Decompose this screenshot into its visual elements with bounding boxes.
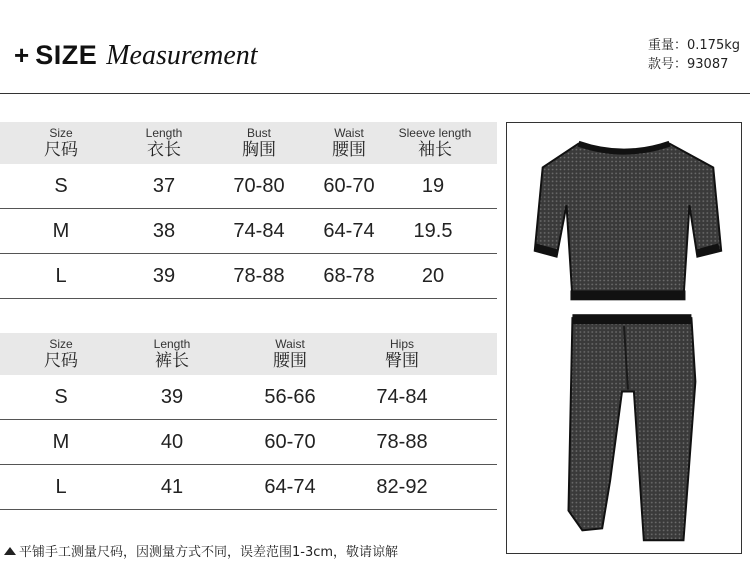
- header-cell-length: Length 裤长: [153, 336, 191, 371]
- size-cell: M: [52, 430, 70, 453]
- header-cell-bust: Bust 胸围: [242, 125, 276, 160]
- product-meta: [648, 36, 740, 74]
- size-cell: L: [55, 264, 67, 287]
- triangle-up-icon: [4, 547, 16, 555]
- measurement-note-text: 平铺手工测量尺码，因测量方式不同，误差范围1-3cm，敬请谅解: [19, 545, 399, 560]
- size-heading: SIZE: [35, 40, 98, 70]
- bust-cell: 70-80: [233, 174, 285, 197]
- table-row: [0, 164, 497, 209]
- biker-shorts: [568, 314, 695, 540]
- sleeve-length-cell: 20: [421, 264, 445, 287]
- sleeve-length-cell: 19: [421, 174, 445, 197]
- measurement-note: [4, 541, 398, 560]
- size-cell: M: [52, 219, 70, 242]
- measurement-heading: Measurement: [106, 40, 258, 71]
- waist-cell: 56-66: [264, 385, 316, 408]
- plus-icon: +: [14, 40, 30, 70]
- waist-cell: 64-74: [264, 475, 316, 498]
- crop-top: [535, 144, 721, 301]
- size-measurement-title: [14, 40, 258, 76]
- sleeve-length-cell: 19.5: [413, 219, 453, 242]
- length-cell: 37: [152, 174, 176, 197]
- product-photo: [506, 122, 742, 554]
- hips-cell: 78-88: [376, 430, 428, 453]
- header-cell-waist: Waist 腰围: [273, 336, 307, 371]
- header-cell-waist: Waist 腰围: [332, 125, 366, 160]
- size-cell: L: [55, 475, 67, 498]
- model-number-text: 款号：93087: [648, 57, 729, 72]
- top-size-table: [0, 122, 497, 299]
- bottom-size-table: [0, 333, 497, 510]
- length-cell: 41: [160, 475, 184, 498]
- table-row: [0, 254, 497, 299]
- length-cell: 38: [152, 219, 176, 242]
- waist-cell: 64-74: [323, 219, 375, 242]
- header-cell-hips: Hips 臀围: [385, 336, 419, 371]
- waist-cell: 60-70: [264, 430, 316, 453]
- size-cell: S: [54, 385, 68, 408]
- table-row: [0, 209, 497, 254]
- table-row: [0, 375, 497, 420]
- header-cell-size: Size 尺码: [44, 336, 78, 371]
- header-divider: [0, 93, 750, 94]
- size-cell: S: [54, 174, 68, 197]
- header-cell-size: Size 尺码: [44, 125, 78, 160]
- header-cell-sleeve-length: Sleeve length 袖长: [398, 125, 472, 160]
- length-cell: 39: [160, 385, 184, 408]
- length-cell: 40: [160, 430, 184, 453]
- bust-cell: 74-84: [233, 219, 285, 242]
- hips-cell: 74-84: [376, 385, 428, 408]
- table-header-row: [0, 122, 497, 164]
- waist-cell: 60-70: [323, 174, 375, 197]
- table-row: [0, 465, 497, 510]
- waist-cell: 68-78: [323, 264, 375, 287]
- length-cell: 39: [152, 264, 176, 287]
- table-row: [0, 420, 497, 465]
- mesh-outfit-illustration: [507, 123, 741, 553]
- hips-cell: 82-92: [376, 475, 428, 498]
- header-cell-length: Length 衣长: [145, 125, 183, 160]
- bust-cell: 78-88: [233, 264, 285, 287]
- weight-text: 重量：0.175kg: [648, 38, 740, 53]
- table-header-row: [0, 333, 497, 375]
